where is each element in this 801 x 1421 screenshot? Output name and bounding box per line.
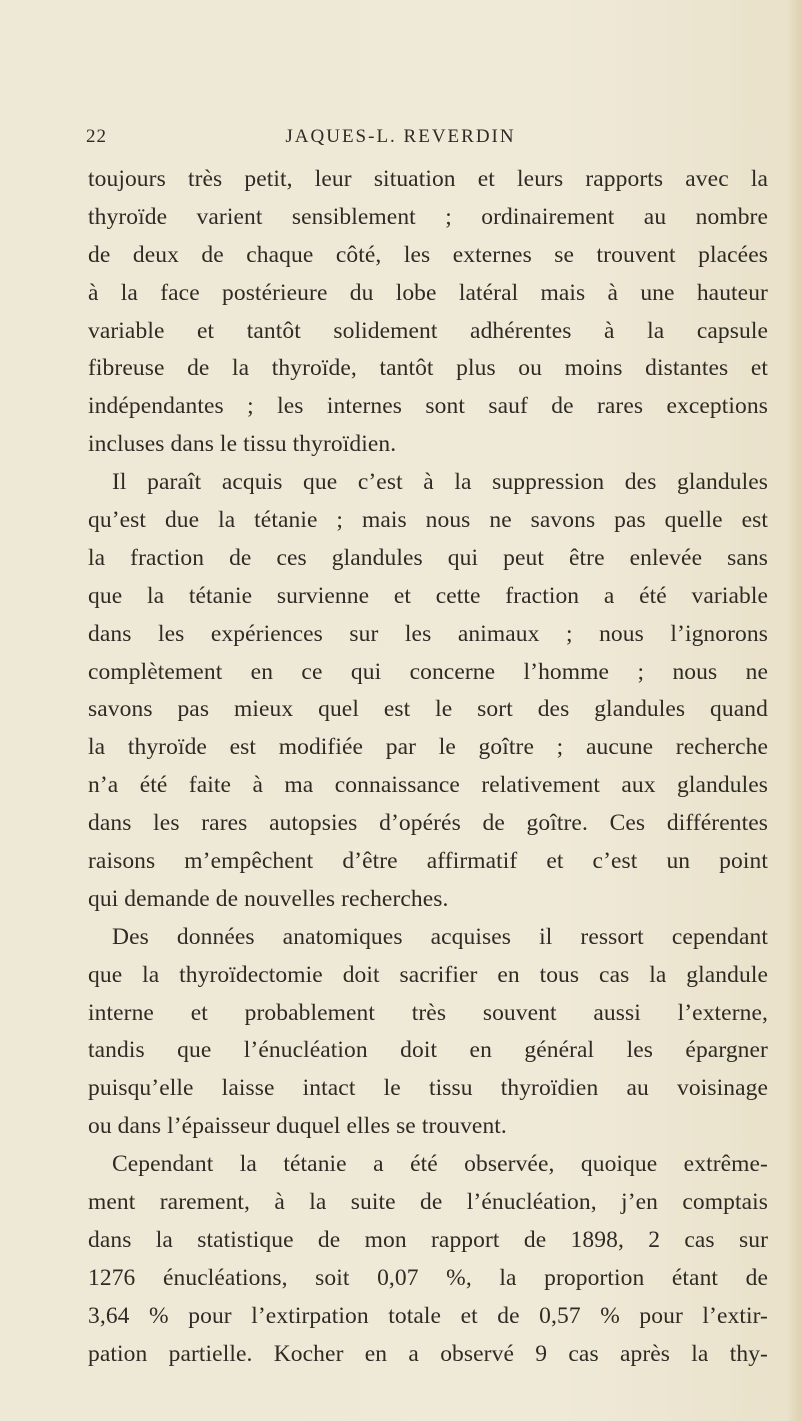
text-line: qu’est due la tétanie ; mais nous ne savons pas quelle est (88, 507, 768, 534)
text-line: tandis que l’énucléation doit en général les épargner (88, 1037, 768, 1064)
text-line: que la thyroïdectomie doit sacrifier en tous cas la glandule (88, 961, 768, 988)
paragraph-start-line: Cependant la tétanie a été observée, quoique extrême- (112, 1151, 768, 1178)
text-line: qui demande de nouvelles recherches. (88, 885, 449, 912)
text-line: que la tétanie survienne et cette fraction a été variable (88, 582, 768, 609)
text-line: thyroïde varient sensiblement ; ordinairement au nombre (88, 203, 768, 230)
page-header (0, 126, 801, 156)
text-line: toujours très petit, leur situation et leurs rapports avec la (88, 166, 768, 192)
paragraph-start-line: Il paraît acquis que c’est à la suppression des glandules (112, 469, 768, 496)
text-line: dans la statistique de mon rapport de 1898, 2 cas sur (88, 1226, 768, 1253)
text-line: n’a été faite à ma connaissance relativement aux glandules (88, 772, 768, 799)
text-line: à la face postérieure du lobe latéral mais à une hauteur (88, 279, 768, 306)
running-head: JAQUES-L. REVERDIN (285, 126, 516, 147)
body-text (88, 161, 768, 1374)
text-line: raisons m’empêchent d’être affirmatif et c’est un point (88, 848, 768, 875)
page-edge-shadow (787, 0, 801, 1421)
text-line: ment rarement, à la suite de l’énucléation, j’en comptais (88, 1189, 768, 1216)
paragraph-start-line: Des données anatomiques acquises il ressort cependant (112, 923, 768, 950)
text-line: indépendantes ; les internes sont sauf de rares exceptions (88, 393, 768, 420)
text-line: 3,64 % pour l’extirpation totale et de 0,57 % pour l’extir- (88, 1302, 768, 1329)
text-line: fibreuse de la thyroïde, tantôt plus ou moins distantes et (88, 355, 768, 382)
text-line: la thyroïde est modifiée par le goître ; aucune recherche (88, 734, 768, 761)
text-line: de deux de chaque côté, les externes se trouvent placées (88, 241, 768, 268)
text-line: ou dans l’épaisseur duquel elles se trouvent. (88, 1113, 507, 1140)
text-line: pation partielle. Kocher en a observé 9 cas après la thy- (88, 1340, 768, 1367)
text-line: la fraction de ces glandules qui peut être enlevée sans (88, 544, 768, 571)
text-line: 1276 énucléations, soit 0,07 %, la proportion étant de (88, 1264, 768, 1291)
text-line: variable et tantôt solidement adhérentes à la capsule (88, 317, 768, 344)
text-line: savons pas mieux quel est le sort des glandules quand (88, 696, 768, 723)
text-line: interne et probablement très souvent aussi l’externe, (88, 999, 768, 1026)
text-line: dans les expériences sur les animaux ; nous l’ignorons (88, 620, 768, 647)
text-line: complètement en ce qui concerne l’homme ; nous ne (88, 658, 768, 685)
text-line: incluses dans le tissu thyroïdien. (88, 431, 397, 458)
text-line: puisqu’elle laisse intact le tissu thyroïdien au voisinage (88, 1075, 768, 1102)
text-line: dans les rares autopsies d’opérés de goître. Ces différentes (88, 810, 768, 837)
page-number: 22 (86, 126, 107, 147)
